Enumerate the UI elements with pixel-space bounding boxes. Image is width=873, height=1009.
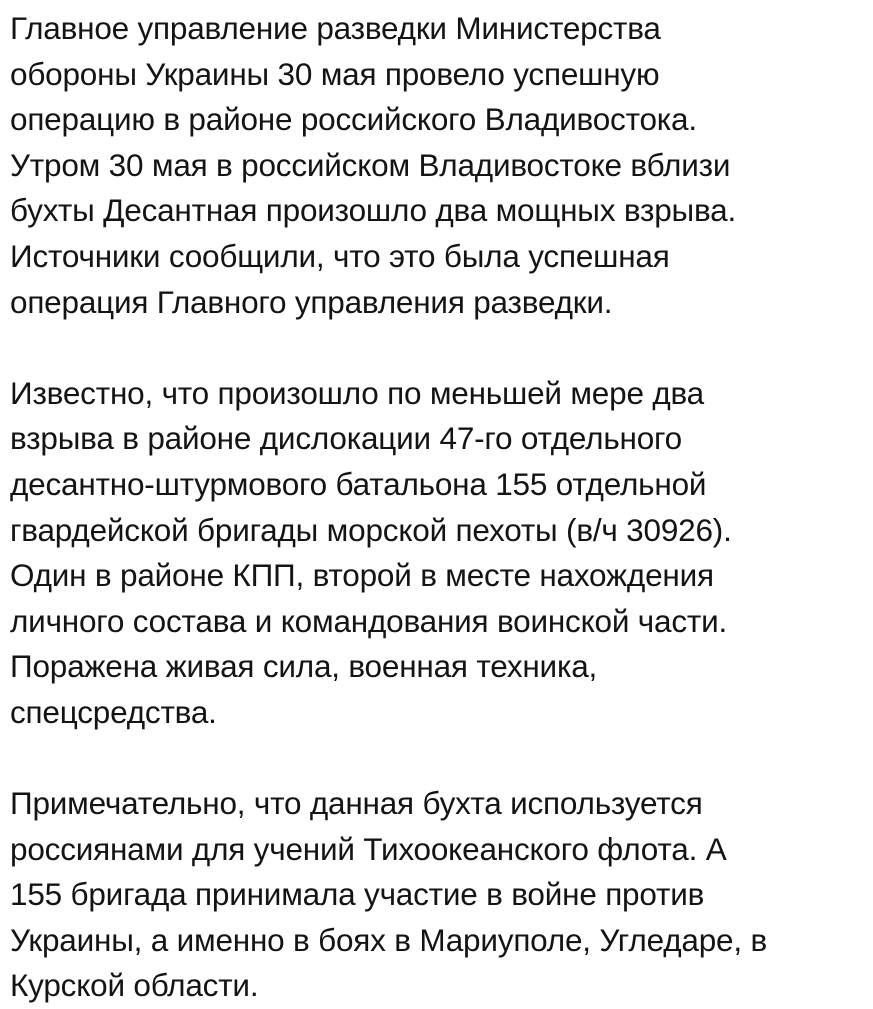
text-line: Украины, а именно в боях в Мариуполе, Угледаре, в	[10, 921, 767, 958]
text-line: взрыва в районе дислокации 47-го отдельного	[10, 420, 682, 457]
text-line: операция Главного управления разведки.	[10, 283, 613, 320]
paragraph-gap	[10, 736, 873, 782]
text-line: Главное управление разведки Министерства	[10, 10, 661, 46]
text-line: бухты Десантная произошло два мощных взрыва.	[10, 192, 737, 229]
text-line: Известно, что произошло по меньшей мере два	[10, 374, 704, 411]
text-line: спецсредства.	[10, 693, 217, 730]
text-line: Утром 30 мая в российском Владивостоке вблизи	[10, 146, 731, 183]
text-line: Один в районе КПП, второй в месте нахождения	[10, 557, 714, 594]
text-line: Примечательно, что данная бухта используется	[10, 785, 703, 822]
text-line: гвардейской бригады морской пехоты (в/ч 30926).	[10, 511, 732, 548]
text-line: операцию в районе российского Владивостока.	[10, 101, 697, 138]
paragraph-1	[10, 6, 873, 325]
text-line: личного состава и командования воинской части.	[10, 602, 728, 639]
paragraph-2	[10, 371, 873, 736]
paragraph-gap	[10, 325, 873, 371]
paragraph-3	[10, 781, 873, 1009]
text-line: Курской области.	[10, 967, 259, 1004]
text-line: десантно-штурмового батальона 155 отдельной	[10, 465, 707, 502]
text-line: Источники сообщили, что это была успешная	[10, 237, 670, 274]
text-line: 155 бригада принимала участие в войне против	[10, 876, 705, 913]
text-line: обороны Украины 30 мая провело успешную	[10, 55, 660, 92]
text-line: россиянами для учений Тихоокеанского флота. А	[10, 830, 727, 867]
text-line: Поражена живая сила, военная техника,	[10, 648, 598, 685]
